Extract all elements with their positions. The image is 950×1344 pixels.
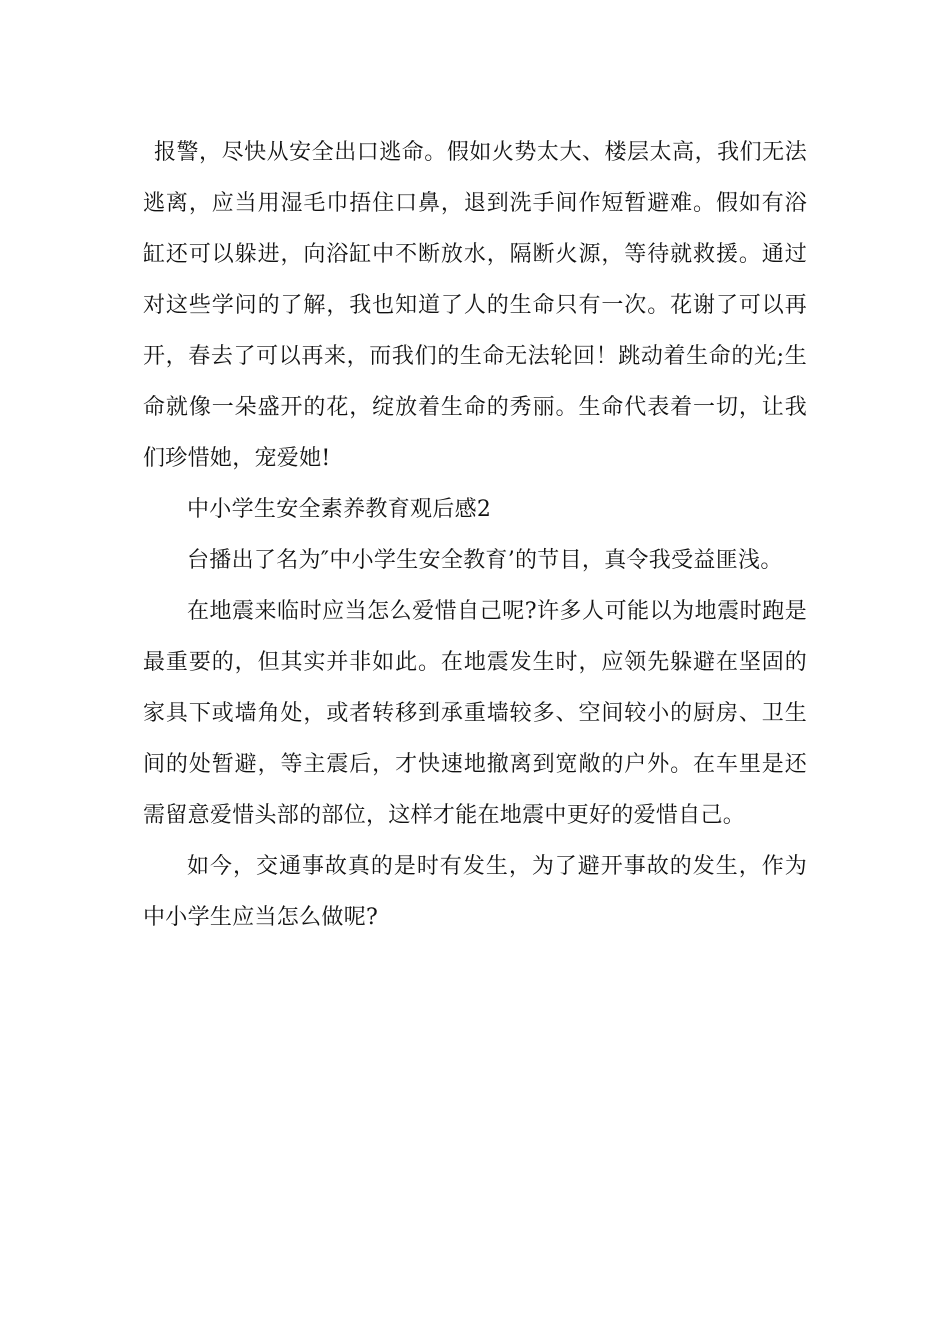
paragraph-continuation: 报警，尽快从安全出口逃命。假如火势太大、楼层太高，我们无法逃离，应当用湿毛巾捂住口鼻，退到洗手间作短暂避难。假如有浴缸还可以躲进，向浴缸中不断放水，隔断火源，等待就救援。通过对这些学问的了解，我也知道了人的生命只有一次。花谢了可以再开，春去了可以再来，而我们的生命无法轮回！跳动着生命的光;生命就像一朵盛开的花，绽放着生命的秀丽。生命代表着一切，让我们珍惜她，宠爱她! (143, 140, 807, 471)
section-heading: 中小学生安全素养教育观后感2 (187, 497, 492, 522)
document-body (143, 127, 807, 943)
paragraph-earthquake: 在地震来临时应当怎么爱惜自己呢?许多人可能以为地震时跑是最重要的，但其实并非如此。在地震发生时，应领先躲避在坚固的家具下或墙角处，或者转移到承重墙较多、空间较小的厨房、卫生间的处暂避，等主震后，才快速地撤离到宽敞的户外。在车里是还需留意爱惜头部的部位，这样才能在地震中更好的爱惜自己。 (143, 599, 807, 828)
paragraph-intro: 台播出了名为″中小学生安全教育’的节目，真令我受益匪浅。 (187, 548, 783, 573)
paragraph-traffic: 如今，交通事故真的是时有发生，为了避开事故的发生，作为中小学生应当怎么做呢? (143, 854, 807, 930)
